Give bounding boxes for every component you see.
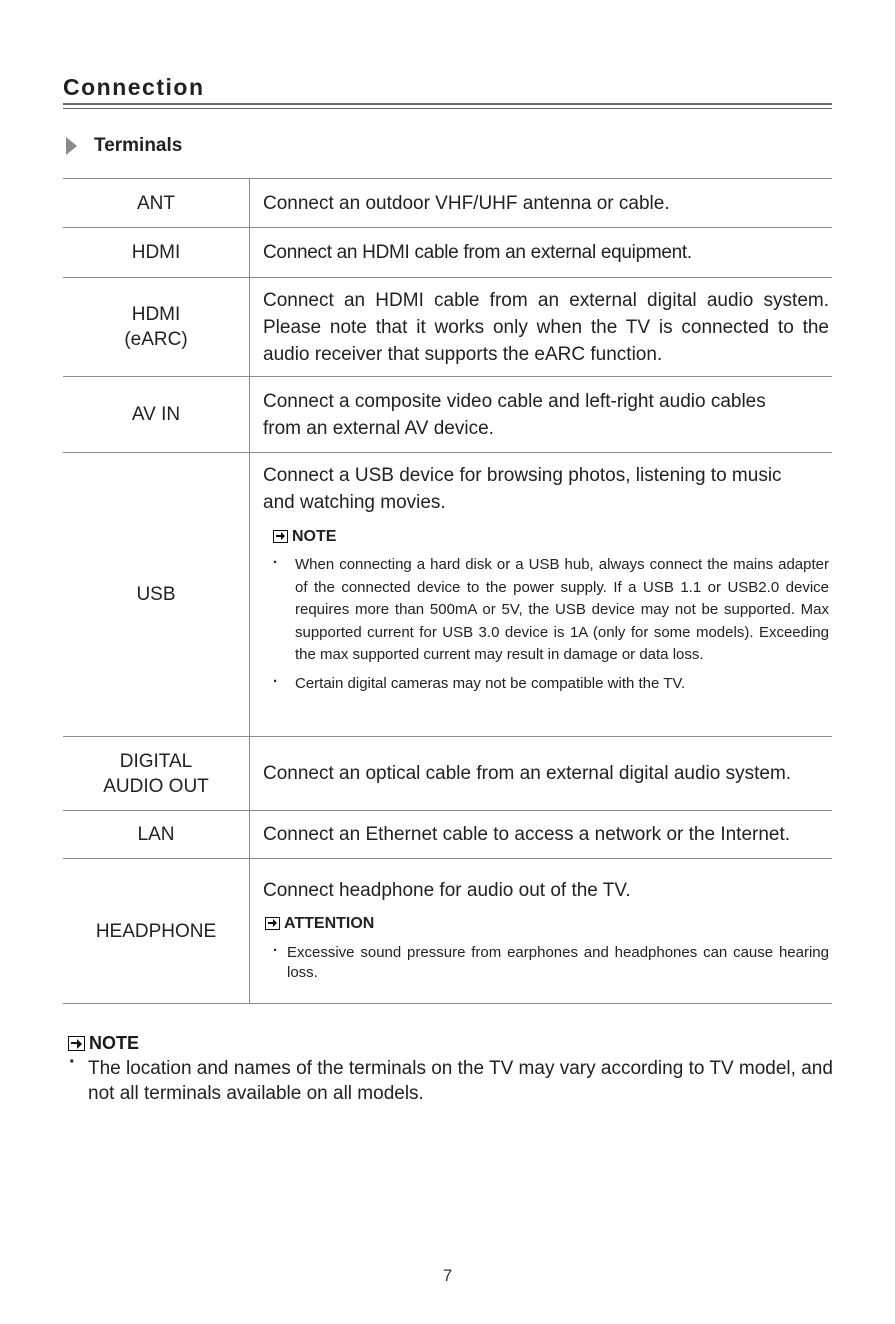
note-arrow-icon: [273, 530, 288, 543]
table-row: [63, 811, 832, 859]
note-item: · When connecting a hard disk or a USB hub, always connect the mains adapter of the connected device to the power supply. If a USB 1.1 or USB2.0 device requires more than 500mA or 5V, the USB device may not be supported. Max supported current for USB 3.0 device is 1A (only for some models). Exceeding the max supported current may result in damage or data loss.: [263, 554, 829, 667]
title-divider: [63, 103, 832, 109]
page-title: Connection: [63, 74, 205, 100]
table-row: [63, 453, 832, 737]
table-row: [63, 377, 832, 453]
triangle-bullet-icon: [66, 137, 77, 155]
footer-note-text: · The location and names of the terminals on the TV may vary according to TV model, and not all terminals available on all models.: [56, 1056, 836, 1106]
table-row: [63, 859, 832, 1004]
terminal-description: Connect an HDMI cable from an external equipment.: [250, 228, 833, 278]
section-title: Terminals: [94, 135, 183, 156]
table-row: [63, 179, 832, 228]
terminal-description: Connect an outdoor VHF/UHF antenna or cable.: [250, 179, 833, 228]
terminal-name: HDMI: [63, 228, 250, 278]
terminal-description: Connect a composite video cable and left-right audio cables from an external AV device.: [250, 377, 833, 453]
table-row: [63, 228, 832, 278]
terminal-name: USB: [63, 453, 250, 737]
footer-note-heading: NOTE: [68, 1033, 836, 1054]
terminal-name: HDMI (eARC): [63, 278, 250, 377]
terminal-name: LAN: [63, 811, 250, 859]
terminal-name: DIGITAL AUDIO OUT: [63, 737, 250, 811]
note-heading: NOTE: [273, 523, 829, 550]
terminal-description: Connect a USB device for browsing photos, listening to music and watching movies. NOTE · When connecting a hard disk or a USB hub, always connect the mains adapter of the connected device to the power supply. If a USB 1.1 or USB2.0 device requires more than 500mA or 5V, the USB device may not be supported. Max supported current for USB 3.0 device is 1A (only for some models). Exceeding the max supported current may result in damage or data loss. · Certain digital cameras may not be compatible with the TV.: [250, 453, 833, 737]
terminal-description: Connect headphone for audio out of the TV. ATTENTION · Excessive sound pressure from earphones and headphones can cause hearing loss.: [250, 859, 833, 1004]
note-arrow-icon: [68, 1036, 85, 1051]
terminal-name: AV IN: [63, 377, 250, 453]
note-item: · Certain digital cameras may not be compatible with the TV.: [263, 673, 829, 696]
terminal-description: Connect an HDMI cable from an external digital audio system. Please note that it works only when the TV is connected to the audio receiver that supports the eARC function.: [250, 278, 833, 377]
attention-item: · Excessive sound pressure from earphones and headphones can cause hearing loss.: [263, 943, 829, 983]
terminal-name: HEADPHONE: [63, 859, 250, 1004]
footer-note: [56, 1033, 836, 1106]
terminal-description: Connect an optical cable from an external digital audio system.: [250, 737, 833, 811]
terminals-table: [63, 178, 832, 1004]
section-heading: [66, 135, 182, 157]
page-number: 7: [442, 1266, 453, 1285]
terminal-name: ANT: [63, 179, 250, 228]
table-row: [63, 278, 832, 377]
table-row: [63, 737, 832, 811]
terminal-description: Connect an Ethernet cable to access a network or the Internet.: [250, 811, 833, 859]
attention-heading: ATTENTION: [265, 910, 829, 937]
note-arrow-icon: [265, 917, 280, 930]
